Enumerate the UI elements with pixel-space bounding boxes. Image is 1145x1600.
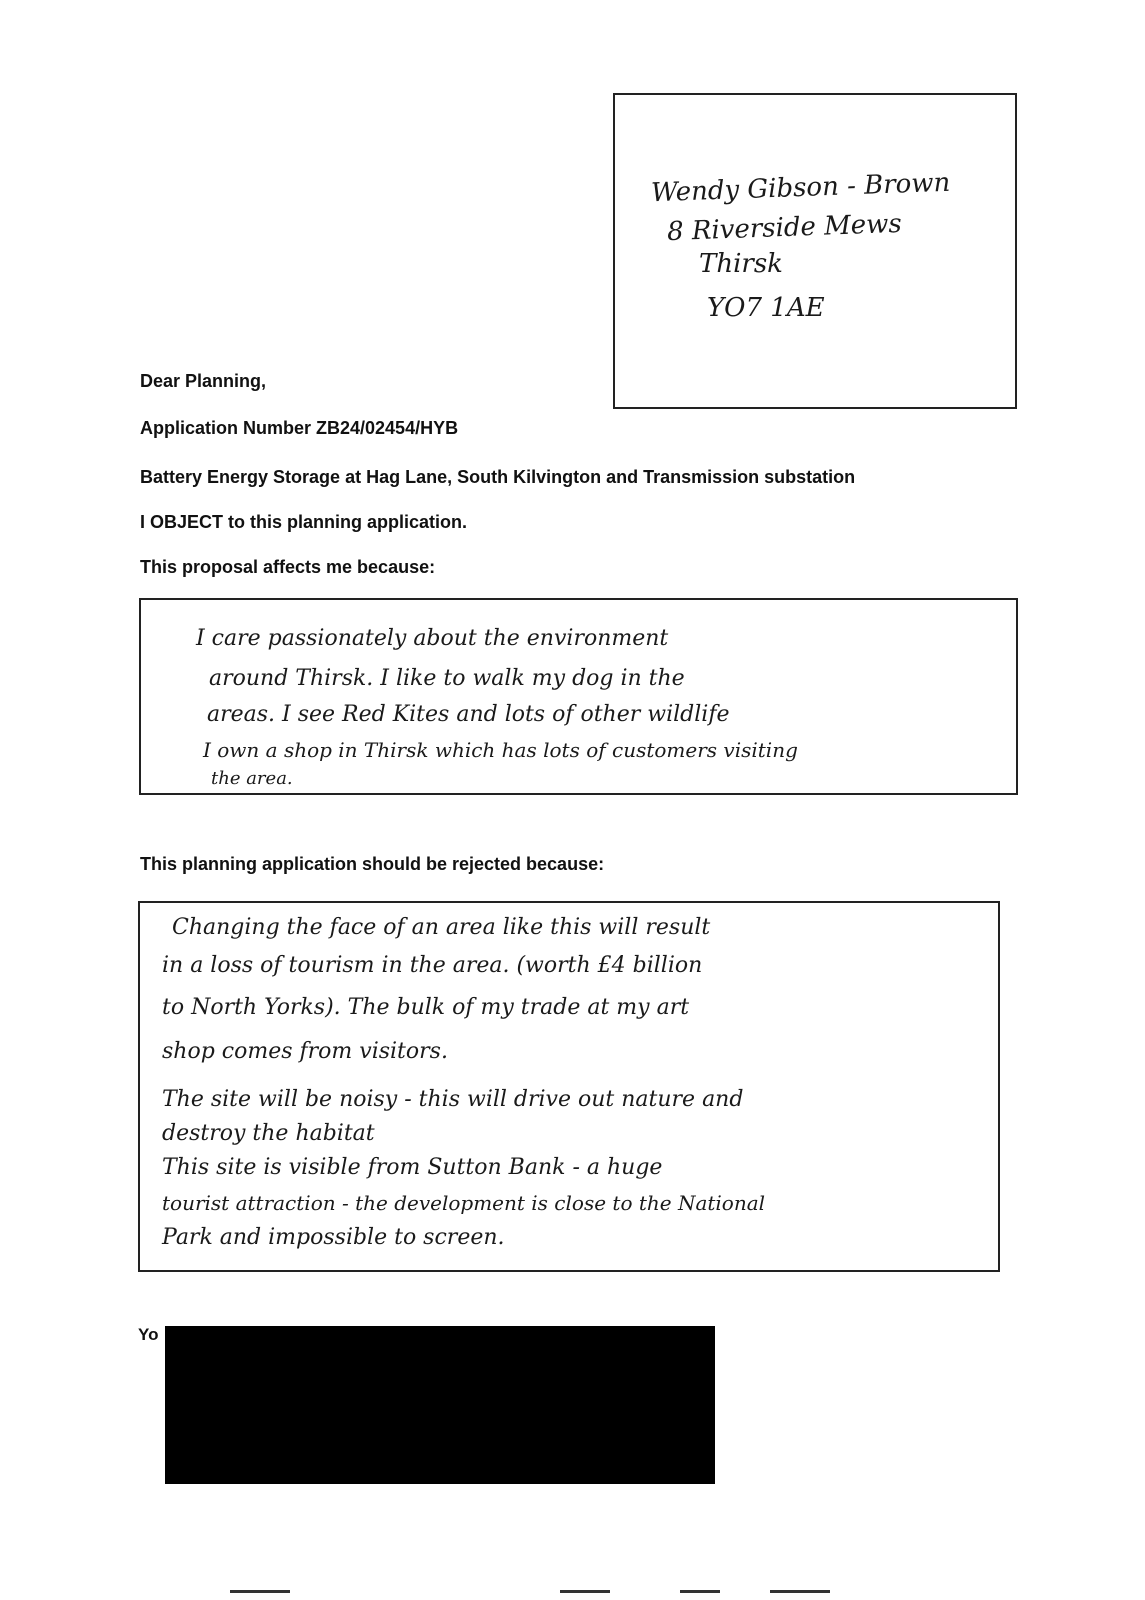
affects-line: I own a shop in Thirsk which has lots of customers visiting [203, 738, 798, 762]
rejected-line: to North Yorks). The bulk of my trade at my art [162, 995, 690, 1020]
rejected-line: Changing the face of an area like this will result [172, 915, 711, 940]
rejected-line: Park and impossible to screen. [162, 1225, 505, 1250]
affects-heading: This proposal affects me because: [140, 557, 436, 577]
affects-line: the area. [211, 768, 293, 789]
rejected-textbox [138, 901, 1000, 1272]
affects-line: areas. I see Red Kites and lots of other wildlife [207, 702, 730, 727]
application-number: Application Number ZB24/02454/HYB [140, 418, 459, 438]
rejected-line: shop comes from visitors. [162, 1039, 448, 1064]
address-name: Wendy Gibson - Brown [650, 167, 951, 209]
rejected-line: in a loss of tourism in the area. (worth £4 billion [162, 953, 703, 978]
project-title: Battery Energy Storage at Hag Lane, South Kilvington and Transmission substation [140, 467, 856, 487]
rejected-line: tourist attraction - the development is close to the National [162, 1191, 766, 1215]
objection-statement: I OBJECT to this planning application. [140, 512, 468, 532]
address-street: 8 Riverside Mews [666, 208, 903, 248]
affects-textbox [139, 598, 1018, 795]
address-postcode: YO7 1AE [707, 293, 825, 323]
redaction-block [165, 1326, 715, 1484]
address-box [613, 93, 1017, 409]
rejected-heading: This planning application should be rejected because: [140, 854, 605, 874]
affects-line: around Thirsk. I like to walk my dog in the [209, 666, 685, 691]
rejected-line: This site is visible from Sutton Bank - a huge [162, 1155, 663, 1180]
salutation: Dear Planning, [140, 371, 267, 391]
affects-line: I care passionately about the environment [196, 626, 669, 651]
signoff-text: Yo [138, 1325, 159, 1344]
footer-cutoff-marks [230, 1590, 870, 1593]
address-town: Thirsk [699, 249, 783, 279]
rejected-line: destroy the habitat [162, 1121, 375, 1146]
rejected-line: The site will be noisy - this will drive out nature and [162, 1087, 744, 1112]
